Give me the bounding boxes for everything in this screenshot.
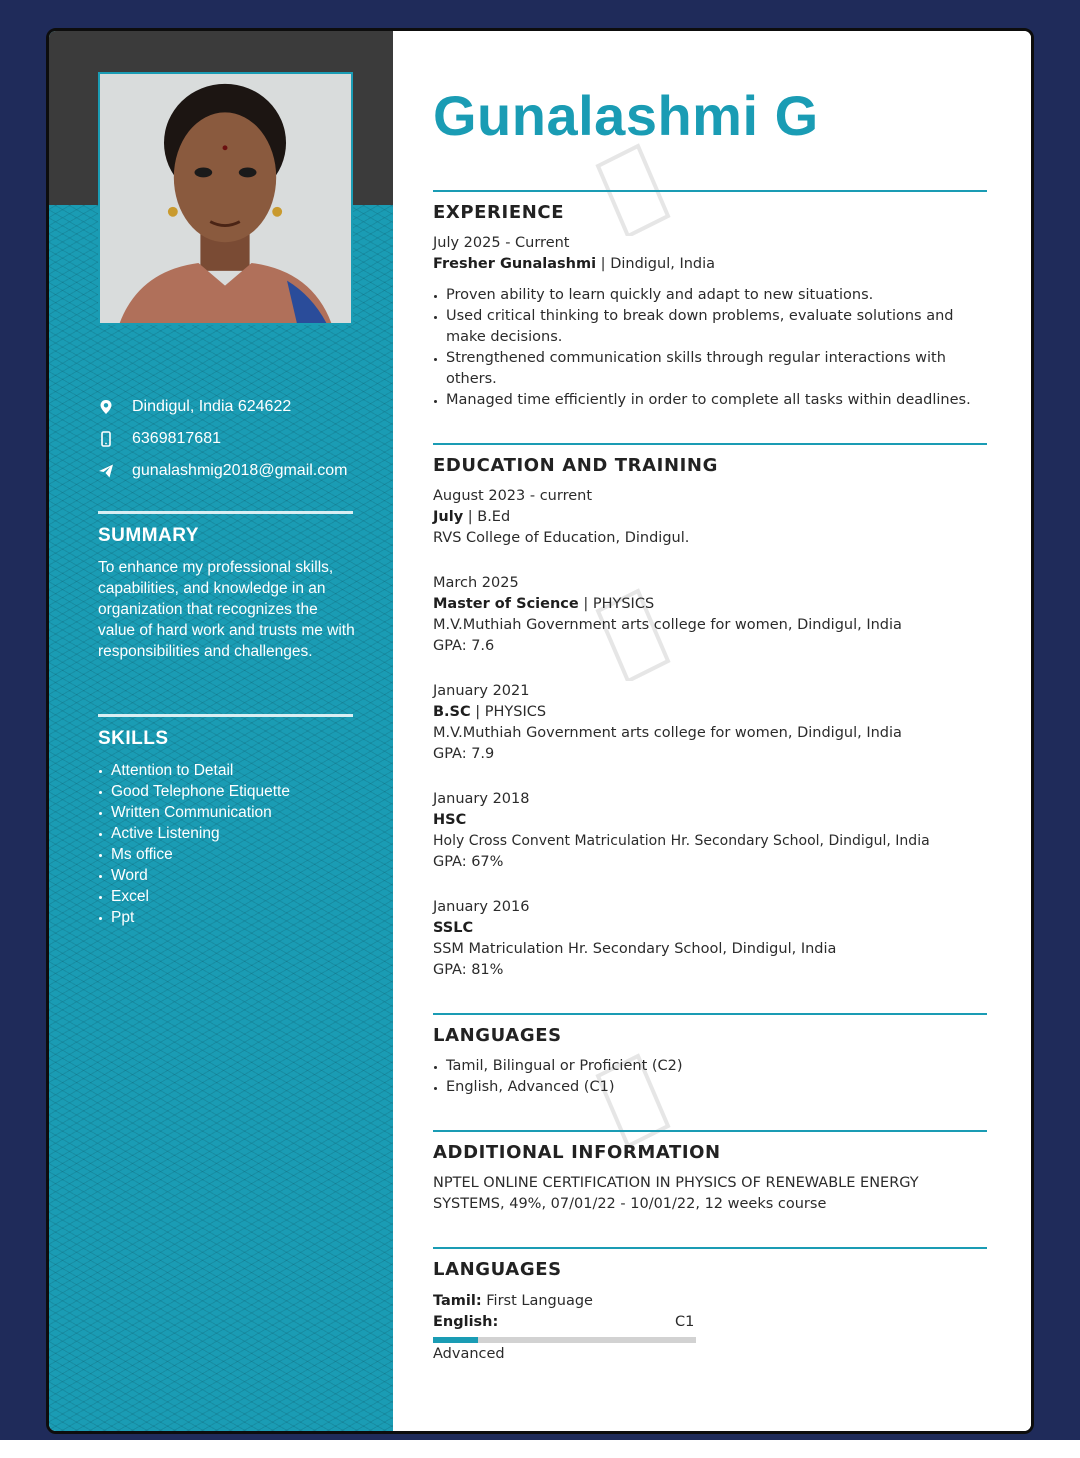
skill-item: Written Communication: [98, 802, 290, 823]
skill-item: Active Listening: [98, 823, 290, 844]
english-desc: Advanced: [433, 1346, 505, 1362]
experience-separator: |: [596, 256, 611, 272]
contact-email: [98, 455, 358, 487]
languages2-divider: [433, 1247, 987, 1249]
education-degree-line: [433, 918, 473, 939]
education-degree-line: [433, 702, 546, 723]
english-proficiency-fill: [433, 1337, 478, 1343]
english-label: English:: [433, 1314, 499, 1330]
resume-document: [46, 28, 1034, 1434]
education-gpa: GPA: 81%: [433, 962, 504, 978]
skill-item: Excel: [98, 886, 290, 907]
experience-title: Fresher Gunalashmi: [433, 256, 597, 272]
experience-date: July 2025 - Current: [433, 235, 570, 251]
languages2-heading: LANGUAGES: [433, 1259, 562, 1280]
education-school: Holy Cross Convent Matriculation Hr. Secondary School, Dindigul, India: [433, 833, 930, 849]
contact-location: [98, 391, 358, 423]
main-content: [393, 31, 1034, 1431]
tamil-line: [433, 1291, 593, 1312]
languages-divider: [433, 1013, 987, 1015]
summary-text: To enhance my professional skills, capabilities, and knowledge in an organization that recognizes the value of hard work and trusts me with responsibilities and challenges.: [98, 559, 355, 660]
profile-photo: [98, 72, 353, 325]
english-proficiency-bar: [433, 1337, 696, 1343]
skills-divider: [98, 714, 353, 717]
education-degree: HSC: [433, 812, 467, 828]
education-gpa: GPA: 7.9: [433, 746, 495, 762]
bottom-strip: [0, 1440, 1080, 1458]
education-field: | PHYSICS: [470, 704, 547, 720]
additional-heading: ADDITIONAL INFORMATION: [433, 1142, 721, 1163]
education-date: March 2025: [433, 575, 519, 591]
skill-item: Ms office: [98, 844, 290, 865]
education-date: January 2021: [433, 683, 530, 699]
experience-bullet: Strengthened communication skills through regular interactions with others.: [433, 348, 978, 390]
english-level: C1: [675, 1314, 695, 1330]
education-school: RVS College of Education, Dindigul.: [433, 530, 690, 546]
languages-heading: LANGUAGES: [433, 1025, 562, 1046]
language-item: Tamil, Bilingual or Proficient (C2): [433, 1056, 993, 1077]
additional-divider: [433, 1130, 987, 1132]
education-degree-line: [433, 810, 466, 831]
tamil-value: First Language: [481, 1293, 593, 1309]
education-school: M.V.Muthiah Government arts college for women, Dindigul, India: [433, 617, 902, 633]
paper-plane-icon: [98, 463, 132, 479]
education-gpa: GPA: 67%: [433, 854, 504, 870]
experience-location: Dindigul, India: [610, 256, 716, 272]
education-divider: [433, 443, 987, 445]
language-item: English, Advanced (C1): [433, 1077, 993, 1098]
skill-item: Good Telephone Etiquette: [98, 781, 290, 802]
experience-bullet: Used critical thinking to break down problems, evaluate solutions and make decisions.: [433, 306, 978, 348]
education-degree: SSLC: [433, 920, 474, 936]
education-degree-line: [433, 507, 510, 528]
education-field: | PHYSICS: [578, 596, 655, 612]
sidebar: [49, 31, 393, 1431]
skill-item: Attention to Detail: [98, 760, 290, 781]
additional-text-line: NPTEL ONLINE CERTIFICATION IN PHYSICS OF RENEWABLE ENERGY: [433, 1175, 919, 1191]
experience-bullet: Proven ability to learn quickly and adapt to new situations.: [433, 285, 993, 306]
education-gpa: GPA: 7.6: [433, 638, 495, 654]
additional-text-line: SYSTEMS, 49%, 07/01/22 - 10/01/22, 12 weeks course: [433, 1196, 827, 1212]
education-field: | B.Ed: [463, 509, 511, 525]
education-date: January 2016: [433, 899, 530, 915]
english-line: [433, 1312, 498, 1333]
experience-heading: EXPERIENCE: [433, 202, 565, 223]
email-link[interactable]: gunalashmig2018@gmail.com: [132, 462, 348, 479]
experience-bullet: Managed time efficiently in order to complete all tasks within deadlines.: [433, 390, 993, 411]
location-text: Dindigul, India 624622: [132, 398, 292, 415]
education-degree-line: [433, 594, 654, 615]
education-degree: B.SC: [433, 704, 471, 720]
education-degree: Master of Science: [433, 596, 579, 612]
experience-title-line: [433, 254, 715, 275]
education-date: August 2023 - current: [433, 488, 593, 504]
education-school: SSM Matriculation Hr. Secondary School, Dindigul, India: [433, 941, 837, 957]
skill-item: Word: [98, 865, 290, 886]
education-degree: July: [433, 509, 464, 525]
contact-phone: [98, 423, 358, 455]
phone-text[interactable]: 6369817681: [132, 430, 221, 447]
education-school: M.V.Muthiah Government arts college for women, Dindigul, India: [433, 725, 902, 741]
summary-divider: [98, 511, 353, 514]
contact-info: [98, 391, 358, 487]
education-date: January 2018: [433, 791, 530, 807]
summary-heading: SUMMARY: [98, 525, 199, 546]
education-heading: EDUCATION AND TRAINING: [433, 455, 718, 476]
location-pin-icon: [98, 399, 132, 415]
skill-item: Ppt: [98, 907, 290, 928]
mobile-phone-icon: [98, 431, 132, 447]
skills-heading: SKILLS: [98, 728, 169, 749]
skills-list: [98, 760, 290, 928]
candidate-name: Gunalashmi G: [433, 84, 819, 147]
tamil-label: Tamil:: [433, 1293, 482, 1309]
experience-divider: [433, 190, 987, 192]
